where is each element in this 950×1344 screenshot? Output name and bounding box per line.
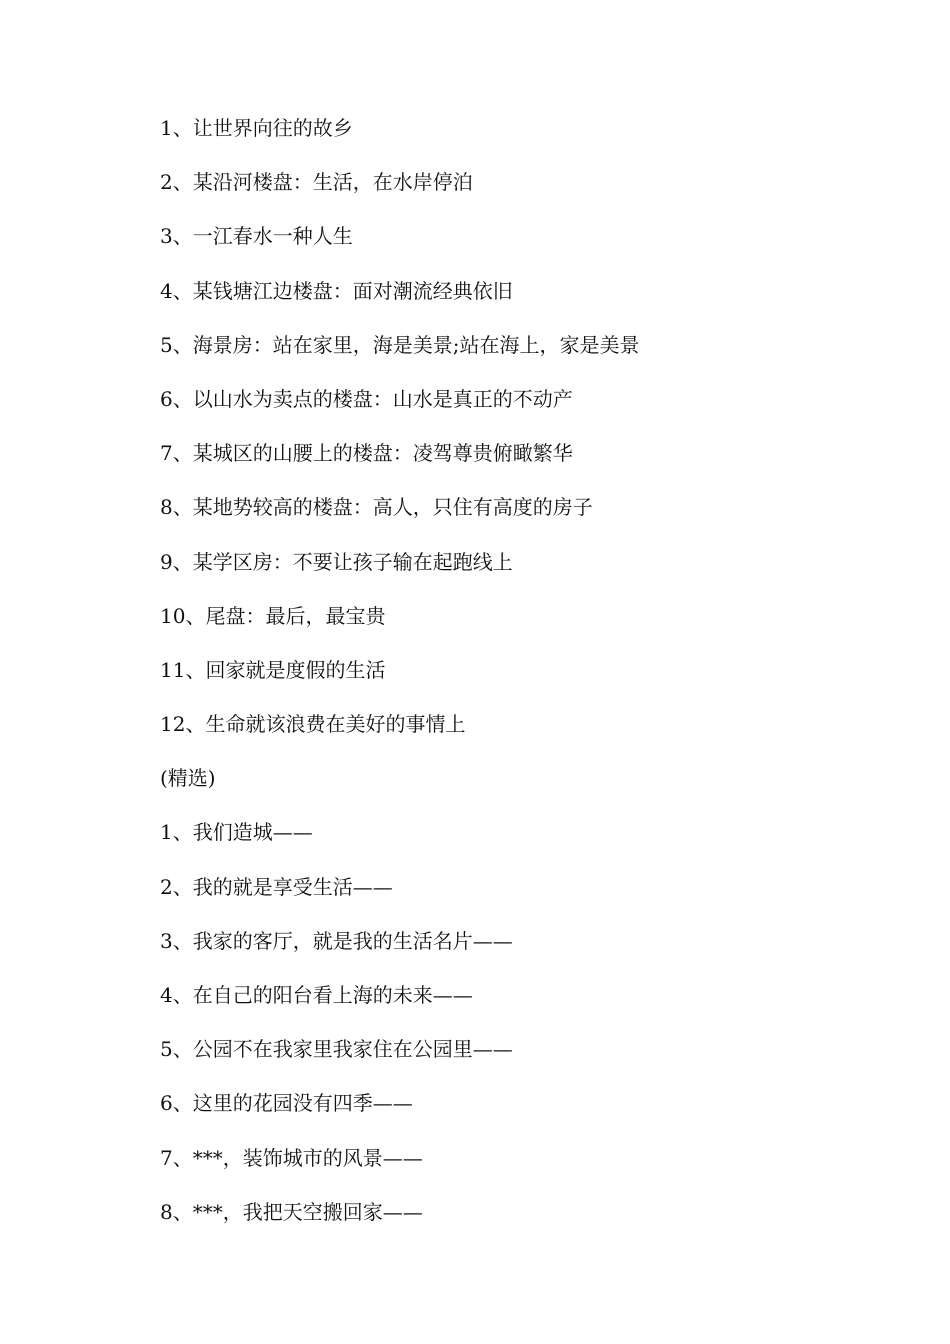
text-line: 9、某学区房：不要让孩子输在起跑线上	[160, 549, 513, 574]
text-line: 11、回家就是度假的生活	[160, 657, 386, 682]
text-line: 7、某城区的山腰上的楼盘：凌驾尊贵俯瞰繁华	[160, 441, 573, 466]
text-line: 3、一江春水一种人生	[160, 224, 353, 249]
text-line: 8、***，我把天空搬回家——	[160, 1199, 423, 1224]
text-line: 4、在自己的阳台看上海的未来——	[160, 983, 473, 1007]
text-line: 7、***，装饰城市的风景——	[160, 1145, 423, 1170]
text-line: 1、让世界向往的故乡	[160, 116, 353, 140]
text-line: 6、以山水为卖点的楼盘：山水是真正的不动产	[160, 386, 573, 411]
text-line: 4、某钱塘江边楼盘：面对潮流经典依旧	[160, 278, 513, 303]
text-line: 2、某沿河楼盘：生活，在水岸停泊	[160, 170, 473, 195]
text-line: 5、海景房：站在家里，海是美景;站在海上，家是美景	[160, 332, 640, 357]
text-line: 5、公园不在我家里我家住在公园里——	[160, 1037, 513, 1062]
text-line: 12、生命就该浪费在美好的事情上	[160, 712, 466, 737]
text-line: 2、我的就是享受生活——	[160, 874, 393, 899]
text-line: 3、我家的客厅，就是我的生活名片——	[160, 928, 513, 953]
text-body	[160, 111, 860, 1249]
text-line: 6、这里的花园没有四季——	[160, 1091, 413, 1116]
section-label: (精选)	[160, 766, 216, 791]
text-line: 10、尾盘：最后，最宝贵	[160, 603, 386, 628]
text-line: 1、我们造城——	[160, 820, 313, 845]
text-line: 8、某地势较高的楼盘：高人，只住有高度的房子	[160, 495, 593, 520]
